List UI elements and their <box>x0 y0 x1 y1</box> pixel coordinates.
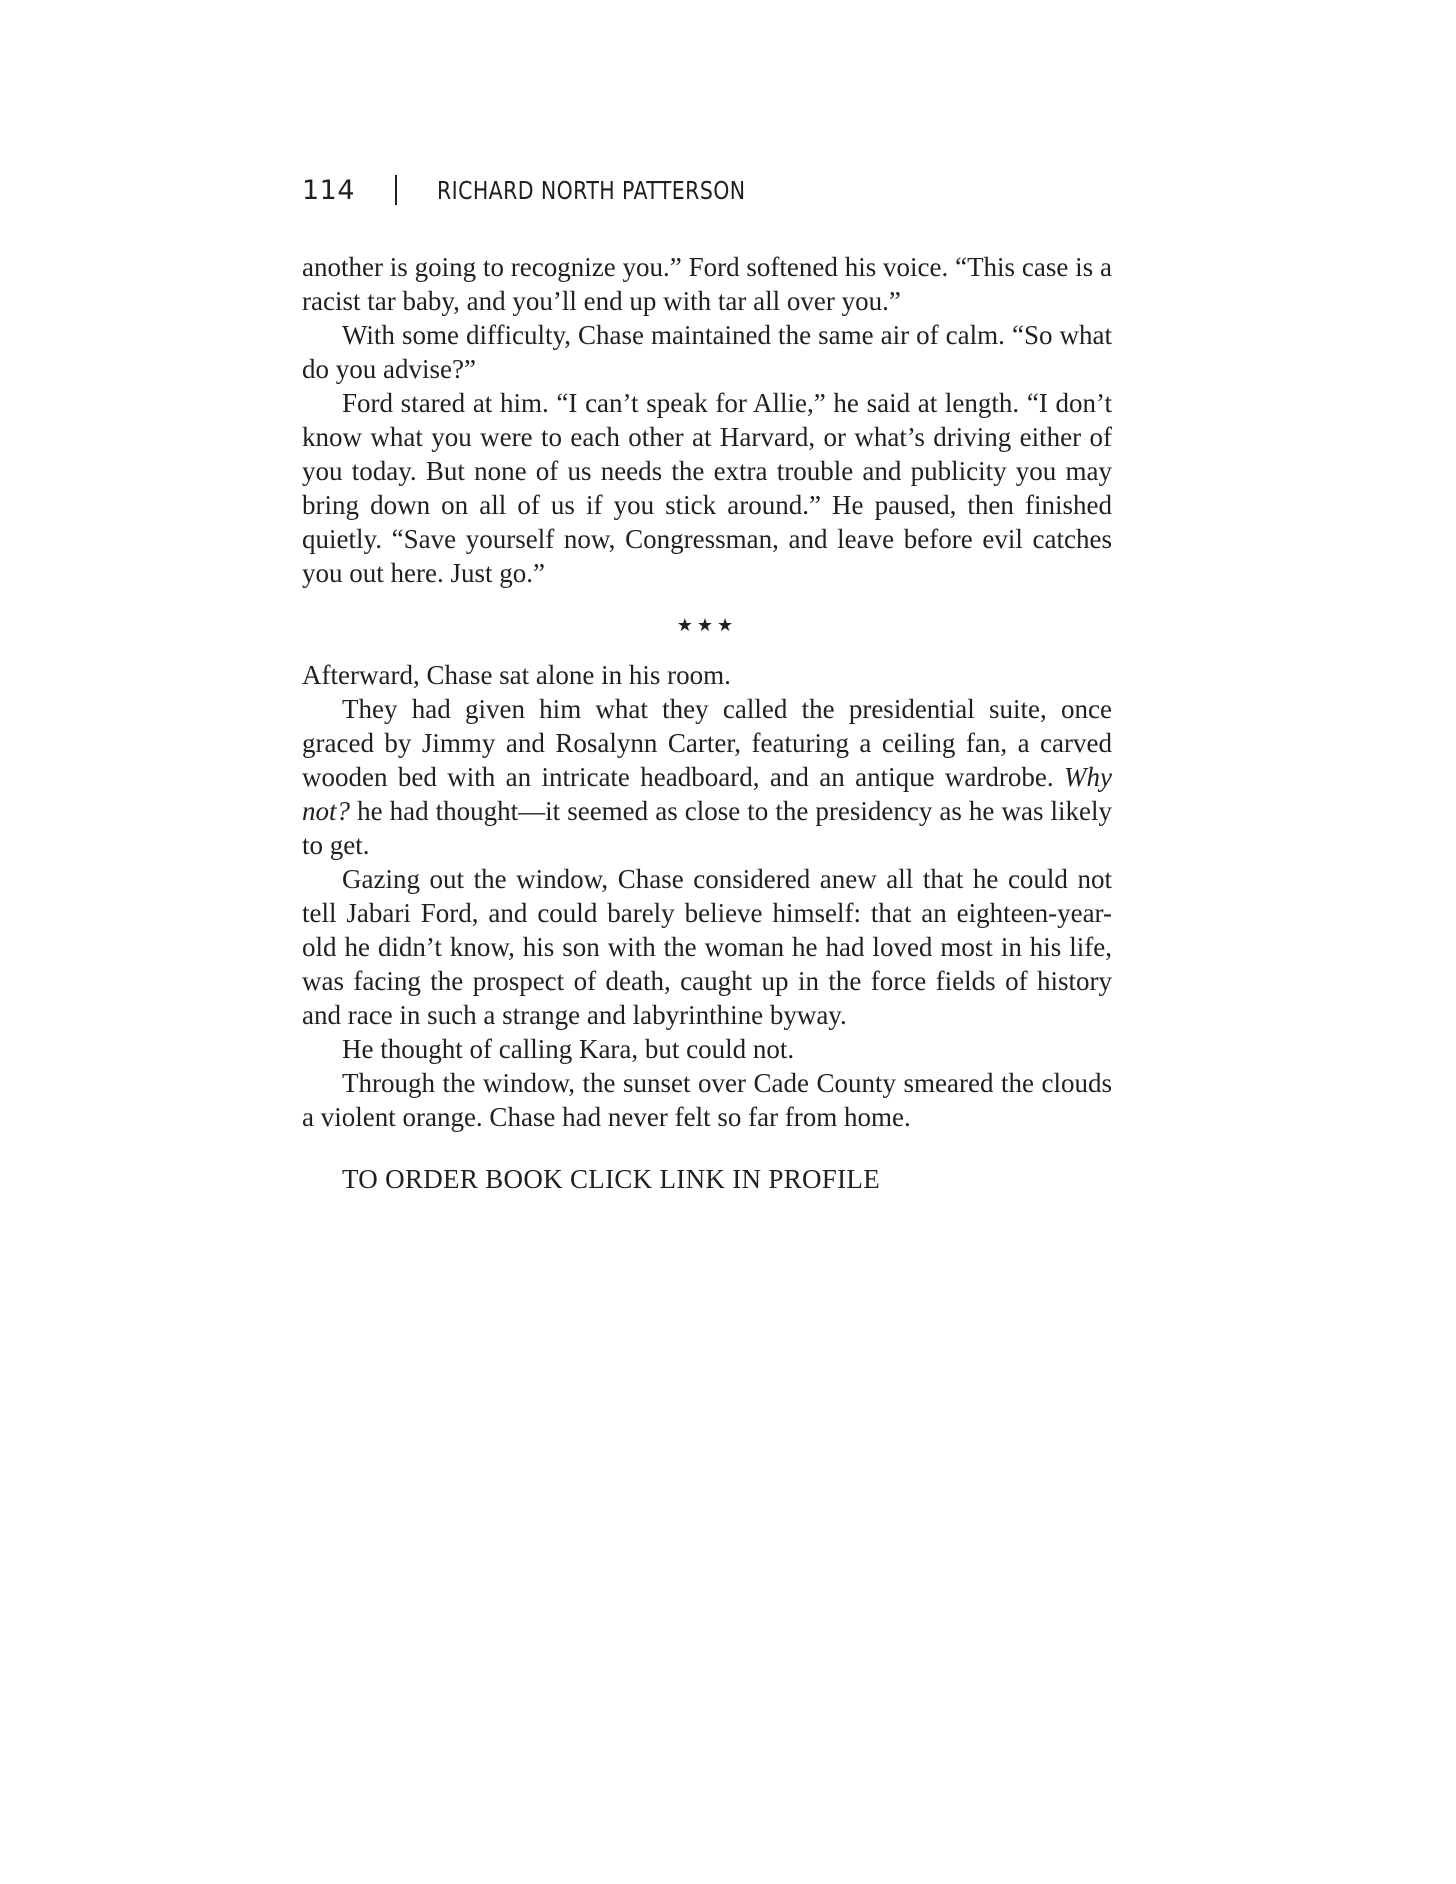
paragraph: With some difficulty, Chase maintained the same air of calm. “So what do you advise?” <box>302 320 1112 384</box>
paragraph: Through the window, the sunset over Cade County smeared the clouds a violent orange. Chase had never felt so far from home. <box>302 1068 1112 1132</box>
page-number: 114 <box>302 174 356 206</box>
author-name: RICHARD NORTH PATTERSON <box>437 175 746 205</box>
body-text <box>302 250 1112 1134</box>
order-book-link-text: TO ORDER BOOK CLICK LINK IN PROFILE <box>342 1164 881 1194</box>
header-divider <box>395 175 397 205</box>
paragraph: He thought of calling Kara, but could not. <box>342 1034 795 1064</box>
paragraph: another is going to recognize you.” Ford softened his voice. “This case is a racist tar baby, and you’ll end up with tar all over you.” <box>302 252 1112 316</box>
paragraph-text: he had thought—it seemed as close to the presidency as he was likely to get. <box>302 796 1112 860</box>
italic-phrase: Why not? <box>302 762 1112 826</box>
paragraph: Gazing out the window, Chase considered anew all that he could not tell Jabari Ford, and could barely believe himself: that an eighteen-year-old he didn’t know, his son with the woman he had loved most in his life, was facing the prospect of death, caught up in the force fields of history and race in such a strange and labyrinthine byway. <box>302 864 1112 1030</box>
paragraph <box>302 692 1112 862</box>
paragraph-text: They had given him what they called the presidential suite, once graced by Jimmy and Rosalynn Carter, featuring a ceiling fan, a carved wooden bed with an intricate headboard, and an antique wardrobe. <box>302 694 1112 792</box>
scene-break-stars: ★★★ <box>676 615 738 636</box>
running-head <box>302 170 813 210</box>
paragraph: Ford stared at him. “I can’t speak for Allie,” he said at length. “I don’t know what you were to each other at Harvard, or what’s driving either of you today. But none of us needs the extra trouble and publicity you may bring down on all of us if you stick around.” He paused, then finished quietly. “Save yourself now, Congressman, and leave before evil catches you out here. Just go.” <box>302 388 1112 588</box>
paragraph: Afterward, Chase sat alone in his room. <box>302 660 731 690</box>
